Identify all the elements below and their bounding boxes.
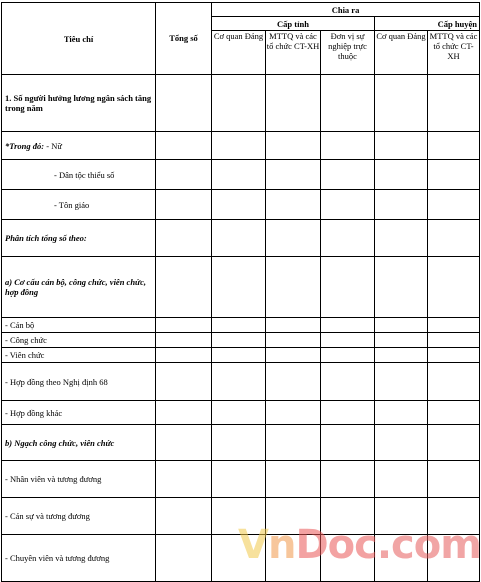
- row-label: Phân tích tổng số theo:: [2, 220, 156, 257]
- table-row: [2, 333, 480, 348]
- row-label: - Cán bộ: [2, 318, 156, 333]
- row-label: a) Cơ cấu cán bộ, công chức, viên chức, hợp đồng: [2, 257, 156, 318]
- header-col-front-province: MTTQ và các tổ chức CT-XH: [266, 31, 321, 75]
- table-row: [2, 461, 480, 498]
- row-label: - Nhân viên và tương đương: [2, 461, 156, 498]
- table-row: [2, 401, 480, 425]
- table-row: [2, 257, 480, 318]
- row-label: 1. Số người hưởng lương ngân sách tăng trong năm: [2, 75, 156, 132]
- row-label: - Viên chức: [2, 348, 156, 363]
- header-total: Tổng số: [156, 3, 212, 75]
- row-label: b) Ngạch công chức, viên chức: [2, 425, 156, 461]
- row-label: - Tôn giáo: [2, 190, 156, 220]
- table-row: [2, 220, 480, 257]
- row-label: - Hợp đồng khác: [2, 401, 156, 425]
- table-row: [2, 348, 480, 363]
- row-label-prefix: *Trong đó:: [5, 140, 45, 151]
- table-row: [2, 160, 480, 190]
- row-label-text: - Nữ: [44, 140, 62, 151]
- header-district-level: Cấp huyện: [375, 17, 480, 31]
- table-row: [2, 75, 480, 132]
- header-col-party-province: Cơ quan Đảng: [212, 31, 266, 75]
- table-row: [2, 318, 480, 333]
- header-province-level: Cấp tỉnh: [212, 17, 375, 31]
- row-label: - Cán sự và tương đương: [2, 498, 156, 535]
- table-row: [2, 363, 480, 401]
- vndoc-watermark: VnDoc.com: [238, 522, 481, 568]
- row-label: - Dân tộc thiểu số: [2, 160, 156, 190]
- header-col-front-district: MTTQ và các tổ chức CT-XH: [428, 31, 480, 75]
- header-breakdown: Chia ra: [212, 3, 480, 17]
- criteria-table: [1, 2, 480, 582]
- row-label: - Công chức: [2, 333, 156, 348]
- row-label: - Hợp đồng theo Nghị định 68: [2, 363, 156, 401]
- header-criteria: Tiêu chí: [2, 3, 156, 75]
- table-row: [2, 190, 480, 220]
- row-label: [2, 132, 156, 160]
- header-col-unit-province: Đơn vị sự nghiệp trực thuộc: [321, 31, 375, 75]
- header-col-party-district: Cơ quan Đảng: [375, 31, 428, 75]
- table-row: [2, 132, 480, 160]
- row-label: - Chuyên viên và tương đương: [2, 535, 156, 582]
- table-row: [2, 425, 480, 461]
